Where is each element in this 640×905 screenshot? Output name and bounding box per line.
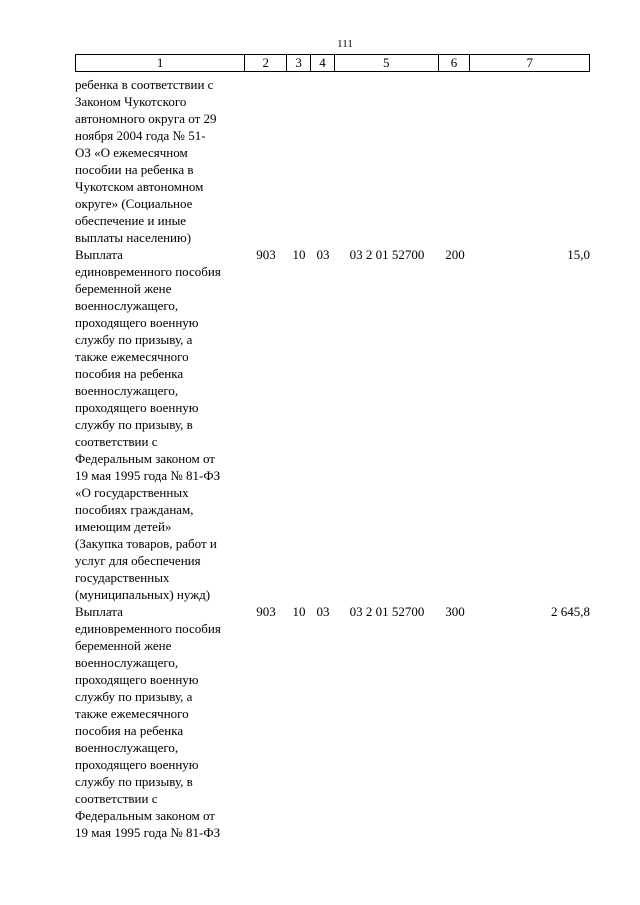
row-amount: 15,0 bbox=[567, 247, 590, 262]
table-header bbox=[75, 54, 590, 72]
row-subsection: 03 bbox=[316, 247, 330, 262]
row-subsection: 03 bbox=[316, 604, 330, 619]
table-body bbox=[75, 76, 590, 841]
row-description: Выплата единовременного пособия беременной жене военнослужащего, проходящего военную службу по призыву, а также ежемесячного пособия на ребенка военнослужащего, проходящего военную службу по призыву, в соответствии с Федеральным законом от 19 мая 1995 года № 81-ФЗ «О государственных пособиях гражданам, имеющим детей» (Закупка товаров, работ и услуг для обеспечения государственных (муниципальных) нужд) bbox=[75, 247, 221, 602]
row-target-article: 03 2 01 52700 bbox=[349, 247, 425, 262]
header-col-1: 1 bbox=[76, 55, 245, 71]
header-col-3: 3 bbox=[287, 55, 311, 71]
header-col-2: 2 bbox=[245, 55, 287, 71]
row-section: 10 bbox=[292, 604, 306, 619]
header-col-6: 6 bbox=[439, 55, 471, 71]
header-col-5: 5 bbox=[335, 55, 439, 71]
row-description: ребенка в соответствии с Законом Чукотского автономного округа от 29 ноября 2004 года № 51- ОЗ «О ежемесячном пособии на ребенка в Чукотском автономном округе» (Социальное обеспечение и иные выплаты населению) bbox=[75, 77, 217, 245]
row-code-admin: 903 bbox=[256, 604, 276, 619]
row-description: Выплата единовременного пособия беременной жене военнослужащего, проходящего военную службу по призыву, а также ежемесячного пособия на ребенка военнослужащего, проходящего военную службу по призыву, в соответствии с Федеральным законом от 19 мая 1995 года № 81-ФЗ bbox=[75, 604, 221, 840]
header-col-7: 7 bbox=[526, 55, 533, 70]
row-section: 10 bbox=[292, 247, 306, 262]
header-col-4: 4 bbox=[311, 55, 335, 71]
page-number: 111 bbox=[337, 38, 353, 50]
table-row bbox=[75, 603, 590, 841]
table-row bbox=[75, 76, 590, 246]
row-expense-type: 300 bbox=[445, 604, 465, 619]
row-expense-type: 200 bbox=[445, 247, 465, 262]
row-code-admin: 903 bbox=[256, 247, 276, 262]
row-target-article: 03 2 01 52700 bbox=[349, 604, 425, 619]
row-amount: 2 645,8 bbox=[551, 604, 590, 619]
table-row bbox=[75, 246, 590, 603]
